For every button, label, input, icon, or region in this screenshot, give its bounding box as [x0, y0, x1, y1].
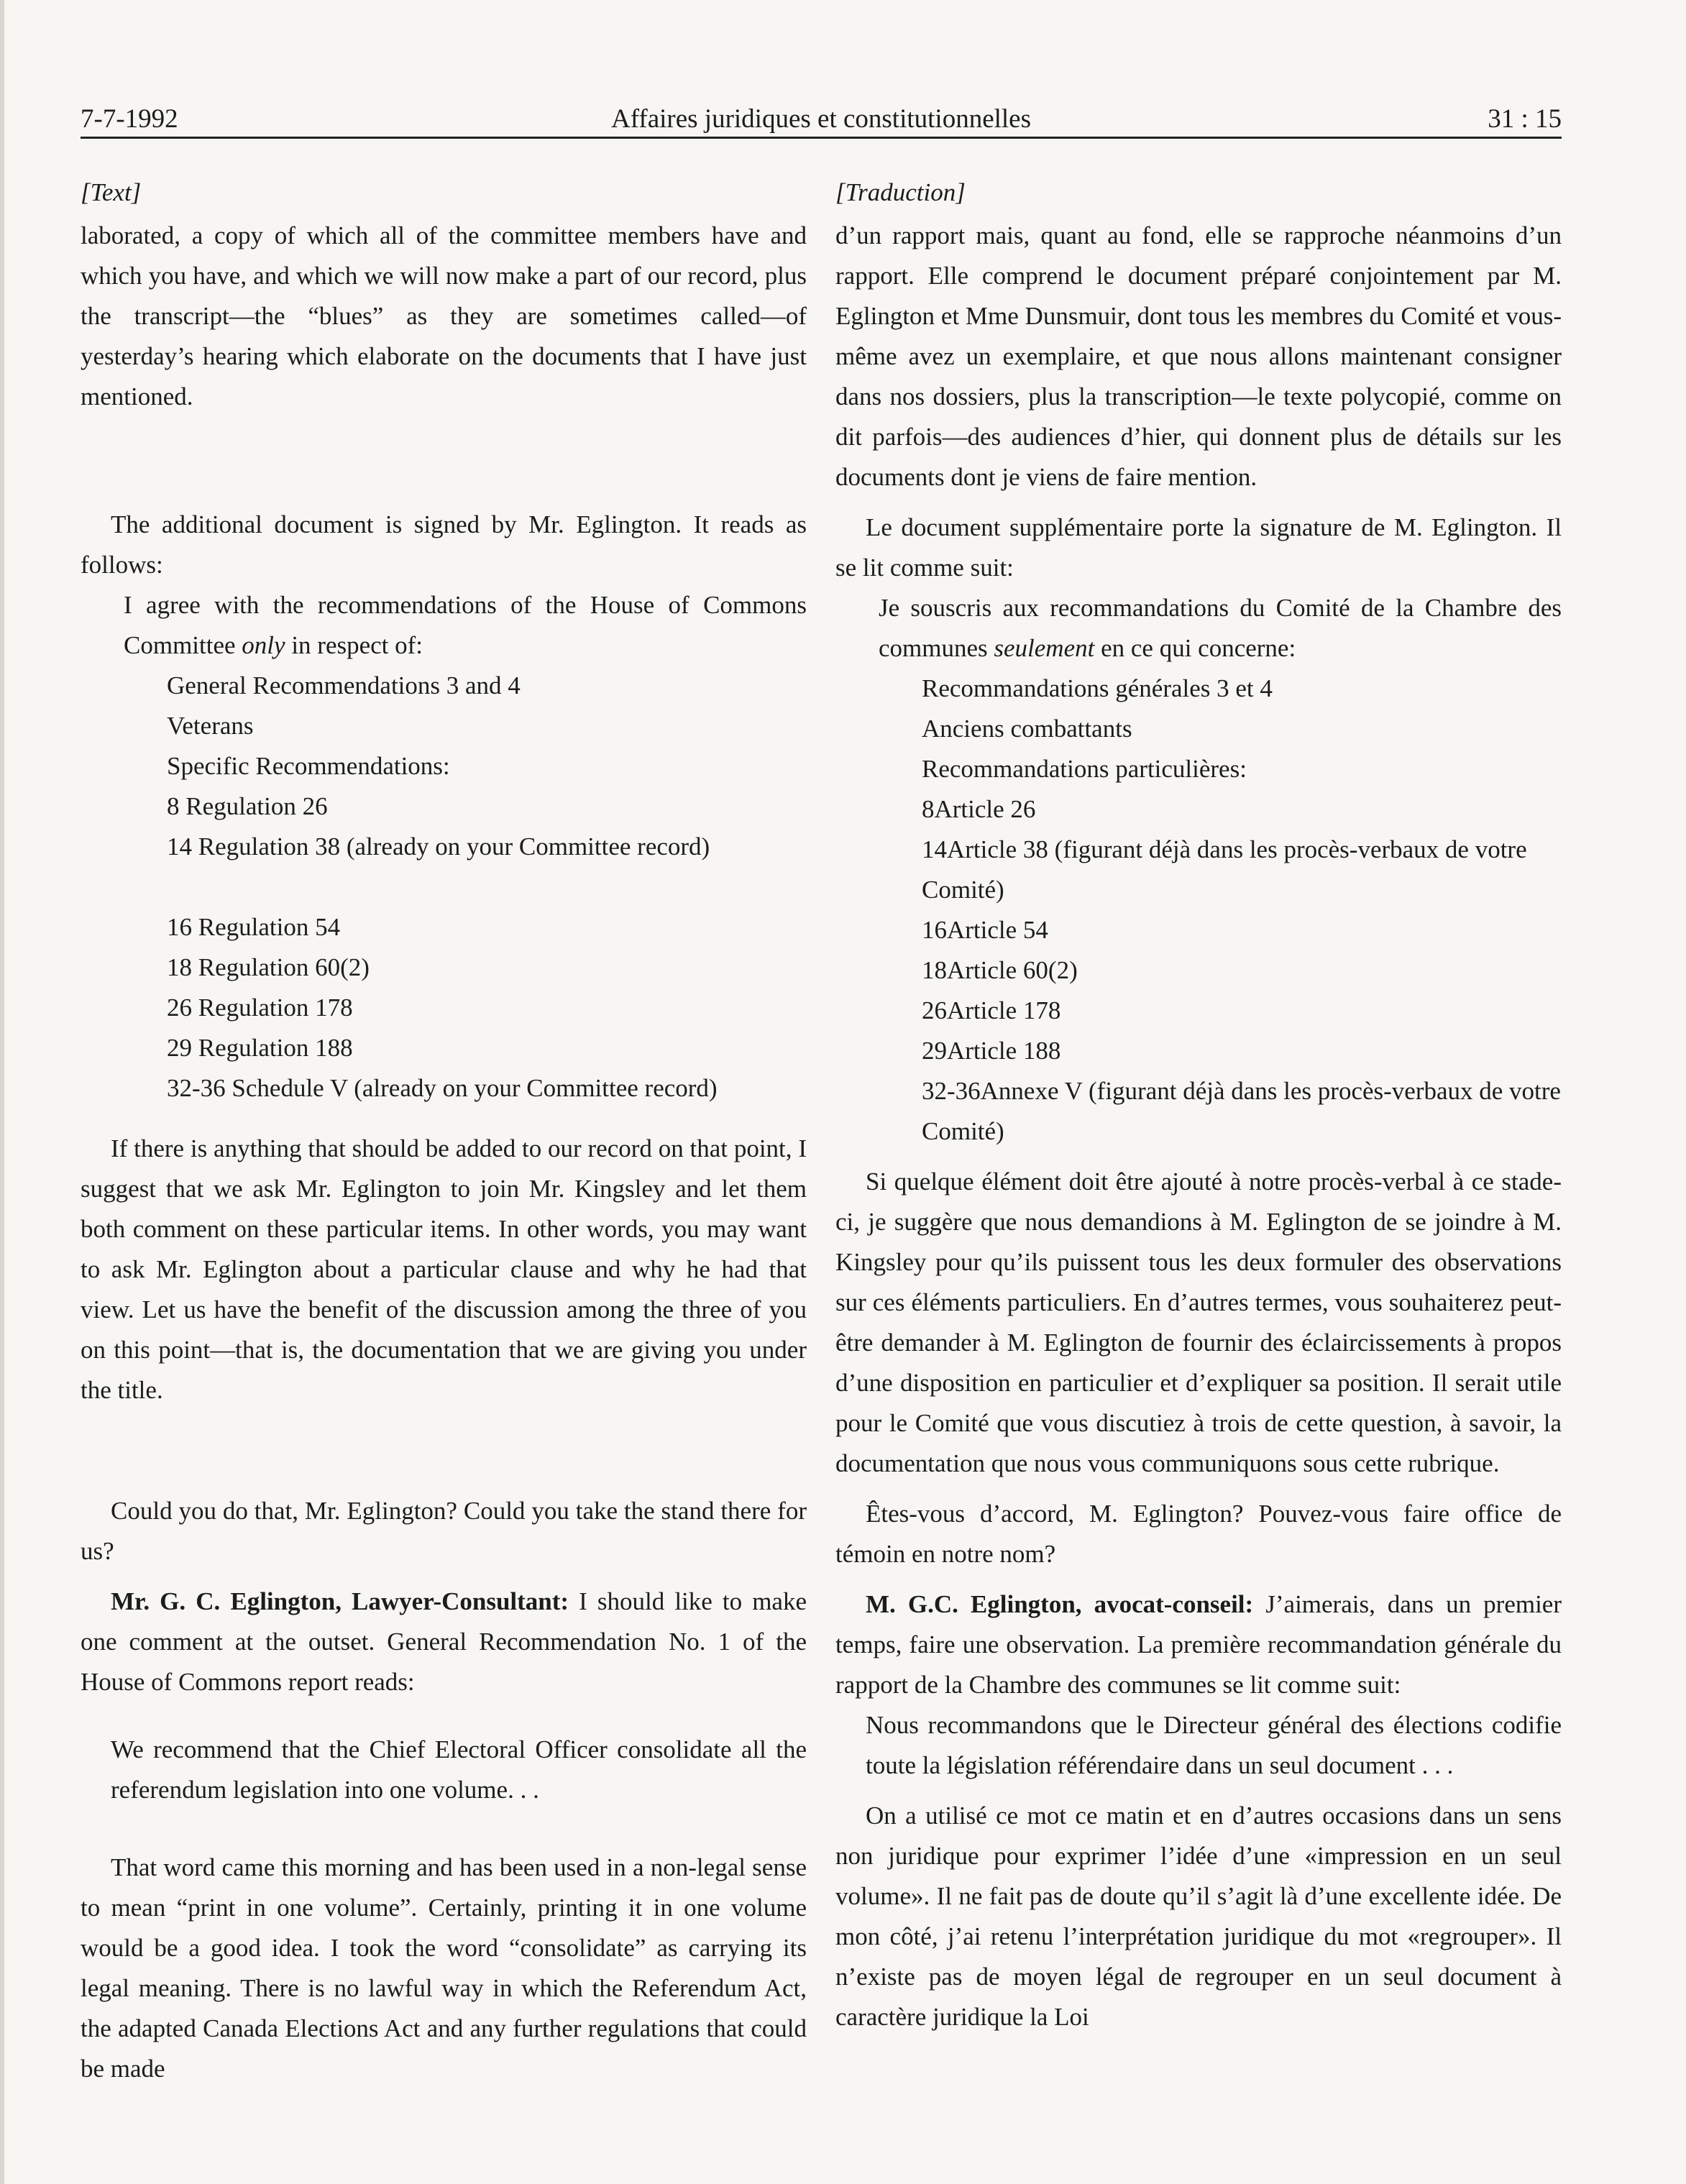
list-item: General Recommendations 3 and 4 [167, 671, 521, 699]
text-tag: [Text] [81, 178, 142, 206]
list-item: 26 Regulation 178 [167, 994, 353, 1022]
paragraph: Could you do that, Mr. Eglington? Could you take the stand there for us? [81, 1497, 807, 1565]
paragraph: Êtes-vous d’accord, M. Eglington? Pouvez-vous faire office de témoin en notre nom? [835, 1500, 1562, 1568]
speaker-paragraph: Mr. G. C. Eglington, Lawyer-Consultant: I should like to make one comment at the outset. General Recommendation No. 1 of the House of Commons report reads: [81, 1587, 807, 1696]
paragraph: Le document supplémentaire porte la signature de M. Eglington. Il se lit comme suit: [835, 513, 1562, 582]
block-quote: We recommend that the Chief Electoral Officer consolidate all the referendum legislation into one volume. . . [111, 1735, 807, 1804]
list-item: 8 Regulation 26 [167, 792, 328, 820]
recommendation-list [81, 666, 807, 1109]
emphasis: seulement [994, 634, 1095, 662]
list-item: 8Article 26 [922, 795, 1036, 823]
quote-intro: Je souscris aux recommandations du Comité de la Chambre des communes seulement en ce qui concerne: [879, 594, 1562, 662]
paragraph: The additional document is signed by Mr. Eglington. It reads as follows: [81, 510, 807, 579]
header-rule [81, 137, 1562, 139]
french-column [835, 173, 1562, 2037]
header-page-number: 31 : 15 [1488, 104, 1562, 134]
list-item: 18Article 60(2) [922, 956, 1078, 984]
list-item: 16 Regulation 54 [167, 913, 341, 941]
list-item: Veterans [167, 712, 254, 740]
paragraph: laborated, a copy of which all of the committee members have and which you have, and which we will now make a part of our record, plus the transcript—the “blues” as they are sometimes called—of yesterday’s hearing which elaborate on the documents that I have just mentioned. [81, 221, 807, 410]
list-item: 29Article 188 [922, 1037, 1061, 1065]
speaker-name: M. G.C. Eglington, avocat-conseil: [866, 1590, 1254, 1618]
quote-intro: I agree with the recommendations of the House of Commons Committee only in respect of: [124, 591, 807, 659]
header-title: Affaires juridiques et constitutionnelles [611, 104, 1031, 134]
list-item: 14Article 38 (figurant déjà dans les procès-verbaux de votre Comité) [922, 835, 1527, 904]
scan-edge [0, 0, 4, 2184]
speaker-paragraph: M. G.C. Eglington, avocat-conseil: J’aimerais, dans un premier temps, faire une observation. La première recommandation générale du rapport de la Chambre des communes se lit comme suit: [835, 1590, 1562, 1699]
header-date: 7-7-1992 [81, 104, 178, 134]
list-item: 32-36 Schedule V (already on your Committee record) [167, 1074, 718, 1102]
emphasis: only [242, 631, 285, 659]
recommendation-list [835, 669, 1562, 1152]
block-quote: Nous recommandons que le Directeur général des élections codifie toute la législation référendaire dans un seul document . . . [866, 1711, 1562, 1779]
list-item: Specific Recommendations: [167, 752, 450, 780]
list-item: Recommandations générales 3 et 4 [922, 674, 1273, 702]
speaker-name: Mr. G. C. Eglington, Lawyer-Consultant: [111, 1587, 569, 1615]
list-item: 32-36Annexe V (figurant déjà dans les procès-verbaux de votre Comité) [922, 1077, 1561, 1145]
paragraph: If there is anything that should be added to our record on that point, I suggest that we ask Mr. Eglington to join Mr. Kingsley and let them both comment on these particular items. In other words, you may want to ask Mr. Eglington about a particular clause and why he had that view. Let us have the benefit of the discussion among the three of you on this point—that is, the documentation that we are giving you under the title. [81, 1134, 807, 1404]
english-column [81, 173, 807, 2089]
list-item: 14 Regulation 38 (already on your Committee record) [167, 832, 710, 861]
paragraph: On a utilisé ce mot ce matin et en d’autres occasions dans un sens non juridique pour exprimer l’idée d’une «impression en un seul volume». Il ne fait pas de doute qu’il s’agit là d’une excellente idée. De mon côté, j’ai retenu l’interprétation juridique du mot «regrouper». Il n’existe pas de moyen légal de regrouper en un seul document à caractère juridique la Loi [835, 1802, 1562, 2031]
translation-tag: [Traduction] [835, 178, 966, 206]
paragraph: That word came this morning and has been used in a non-legal sense to mean “print in one volume”. Certainly, printing it in one volume would be a good idea. I took the word “consolidate” as carrying its legal meaning. There is no lawful way in which the Referendum Act, the adapted Canada Elections Act and any further regulations that could be made [81, 1853, 807, 2083]
list-item: 18 Regulation 60(2) [167, 953, 370, 981]
list-item: 26Article 178 [922, 996, 1061, 1024]
page-header [81, 101, 1562, 138]
list-item: 16Article 54 [922, 916, 1048, 944]
paragraph: d’un rapport mais, quant au fond, elle se rapproche néanmoins d’un rapport. Elle comprend le document préparé conjointement par M. Eglington et Mme Dunsmuir, dont tous les membres du Comité et vous-même avez un exemplaire, et que nous allons maintenant consigner dans nos dossiers, plus la transcription—le texte polycopié, comme on dit parfois—des audiences d’hier, qui donnent plus de détails sur les documents dont je viens de faire mention. [835, 221, 1562, 491]
paragraph: Si quelque élément doit être ajouté à notre procès-verbal à ce stade-ci, je suggère que nous demandions à M. Eglington de se joindre à M. Kingsley pour qu’ils puissent tous les deux formuler des observations sur ces éléments particuliers. En d’autres termes, vous souhaiterez peut-être demander à M. Eglington de fournir des éclaircissements à propos d’une disposition en particulier et d’expliquer sa position. Il serait utile pour le Comité que vous discutiez à trois de cette question, à savoir, la documentation que nous vous communiquons sous cette rubrique. [835, 1167, 1562, 1477]
list-item: 29 Regulation 188 [167, 1034, 353, 1062]
list-item: Anciens combattants [922, 715, 1132, 743]
list-item: Recommandations particulières: [922, 755, 1247, 783]
